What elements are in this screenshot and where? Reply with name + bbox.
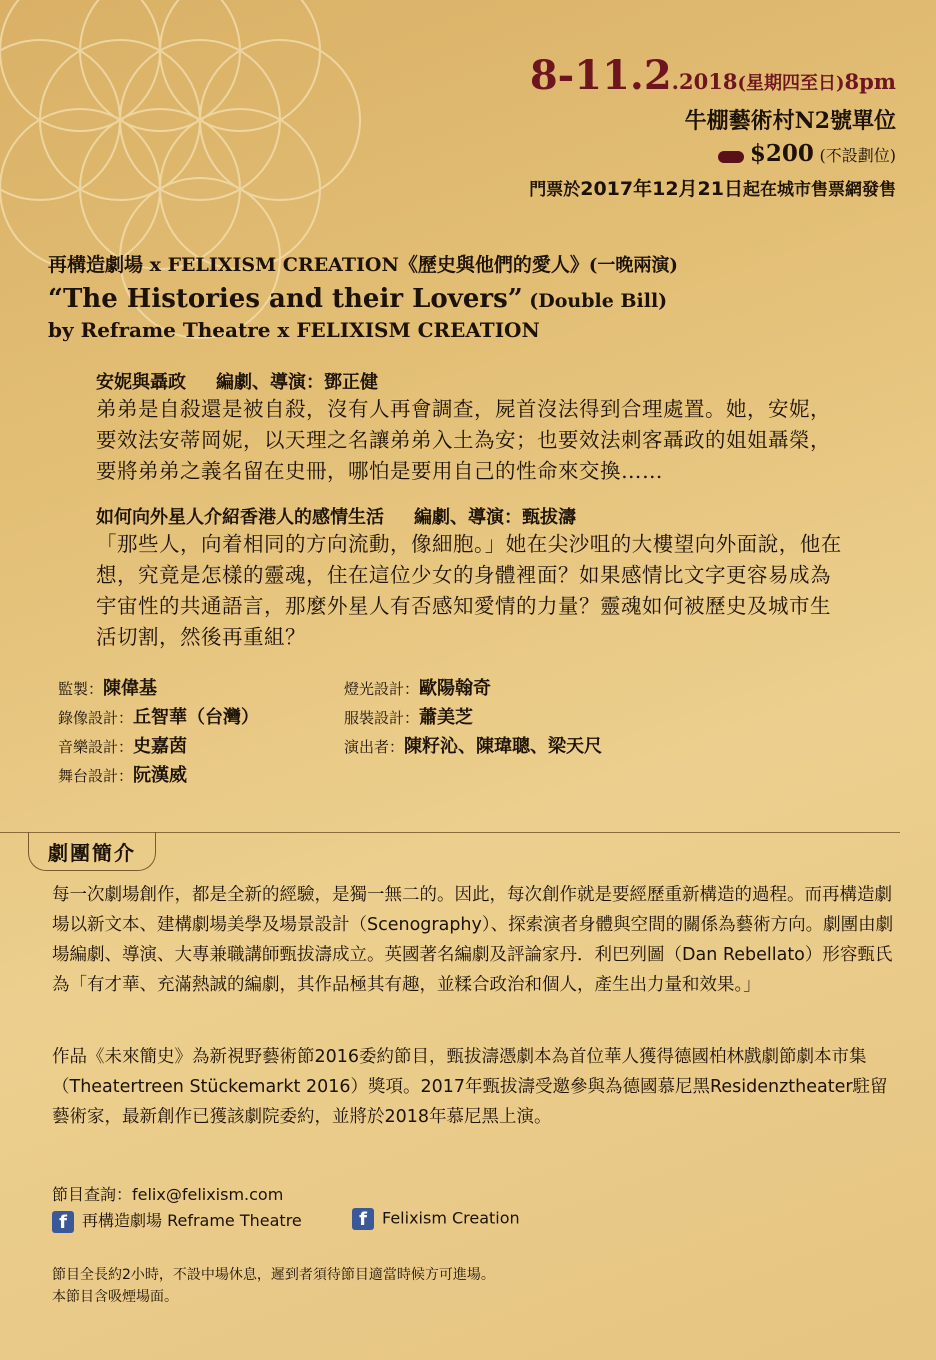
- title-note-en: (Double Bill): [522, 290, 668, 312]
- enquiry-contact: 節目查詢：felix@felixism.com: [52, 1185, 284, 1204]
- date-range: 8-11.2: [529, 52, 672, 99]
- credit-label: 演出者：: [344, 738, 405, 756]
- title-work-zh: 《歷史與他們的愛人》: [398, 254, 589, 276]
- facebook-icon: f: [352, 1208, 374, 1230]
- credit-costume-design: [344, 703, 473, 729]
- venue: 牛棚藝術村N2號單位: [684, 108, 896, 134]
- company-intro-paragraph-1: 每一次劇場創作，都是全新的經驗，是獨一無二的。因此，每次創作就是要經歷重新構造的過程。而再構造劇場以新文本、建構劇場美學及場景設計（Scenography）、探索演者身體與空間的關係為藝術方向。劇團由劇場編劇、導演、大專兼職講師甄拔濤成立。英國著名編劇及評論家丹．利巴列圖（Dan Rebellato）形容甄氏為「有才華、充滿熱誠的編劇，其作品極其有趣，並糅合政治和個人，產生出力量和效果。」: [52, 885, 894, 995]
- credit-value: 歐陽翰奇: [419, 678, 492, 699]
- credit-value: 丘智華（台灣）: [133, 707, 260, 728]
- credit-label: 舞台設計：: [58, 767, 134, 785]
- facebook-link-reframe[interactable]: [52, 1208, 302, 1233]
- credit-performers: [344, 732, 602, 758]
- credit-value: 阮漢威: [133, 765, 188, 786]
- date-days: (星期四至日): [737, 73, 845, 94]
- credit-producer: [58, 674, 157, 700]
- play-2-credit: 編劇、導演：甄拔濤: [414, 507, 576, 528]
- ticket-sale-prefix: 門票於: [529, 180, 581, 200]
- title-note-zh: (一晚兩演): [588, 255, 678, 276]
- performance-date: [530, 52, 896, 99]
- smoking-note: 本節目含吸煙場面。: [52, 1289, 178, 1305]
- credit-value: 陳籽沁、陳瑋聰、梁天尺: [404, 736, 603, 757]
- credit-label: 服裝設計：: [344, 709, 420, 727]
- credit-value: 蕭美芝: [419, 707, 474, 728]
- play-1-synopsis: 弟弟是自殺還是被自殺，沒有人再會調查，屍首沒法得到合理處置。她，安妮，要效法安蒂岡妮，以天理之名讓弟弟入土為安；也要效法刺客聶政的姐姐聶榮，要將弟弟之義名留在史冊，哪怕是要用自己的性命來交換……: [96, 397, 831, 483]
- credit-label: 錄像設計：: [58, 709, 134, 727]
- ticket-sale-info: [529, 174, 896, 201]
- credit-label: 燈光設計：: [344, 680, 420, 698]
- credit-set-design: [58, 761, 187, 787]
- title-company: 再構造劇場 x: [48, 254, 168, 276]
- play-1-heading: [96, 368, 378, 394]
- facebook-page-name: 再構造劇場 Reframe Theatre: [82, 1211, 302, 1230]
- title-work-en: “The Histories and their Lovers”: [48, 284, 523, 314]
- play-1-title: 安妮與聶政: [96, 372, 186, 393]
- english-title: [48, 284, 667, 314]
- chinese-title: [48, 250, 678, 277]
- ticket-icon: [718, 151, 744, 163]
- title-company-en: FELIXISM CREATION: [167, 254, 399, 276]
- credit-music-design: [58, 732, 187, 758]
- facebook-link-felixism[interactable]: [352, 1208, 520, 1230]
- ticket-sale-date: 2017年12月21日: [580, 178, 743, 200]
- company-intro-heading: 劇團簡介: [28, 832, 156, 871]
- date-year: .2018: [671, 69, 738, 94]
- play-1-credit: 編劇、導演：鄧正健: [216, 372, 378, 393]
- price-line: [718, 140, 896, 167]
- facebook-page-name: Felixism Creation: [382, 1208, 520, 1228]
- facebook-icon: f: [52, 1211, 74, 1233]
- price-note: (不設劃位): [819, 146, 896, 165]
- play-2-heading: [96, 503, 576, 529]
- credit-value: 陳偉基: [103, 678, 158, 699]
- credit-video-design: [58, 703, 259, 729]
- credit-label: 監製：: [58, 680, 104, 698]
- credit-lighting-design: [344, 674, 491, 700]
- duration-note: 節目全長約2小時，不設中場休息，遲到者須待節目適當時候方可進場。: [52, 1267, 495, 1283]
- play-2-title: 如何向外星人介紹香港人的感情生活: [96, 507, 384, 528]
- credit-label: 音樂設計：: [58, 738, 134, 756]
- credit-value: 史嘉茵: [133, 736, 188, 757]
- company-intro-paragraph-2: 作品《未來簡史》為新視野藝術節2016委約節目，甄拔濤憑劇本為首位華人獲得德國柏林戲劇節劇本市集（Theatertreen Stückemarkt 2016）獎項。2017年甄拔濤受邀參與為德國慕尼黑Residenztheater駐留藝術家，最新創作已獲該劇院委約，並將於2018年慕尼黑上演。: [52, 1047, 888, 1127]
- play-2-synopsis: 「那些人，向着相同的方向流動，像細胞。」她在尖沙咀的大樓望向外面說，他在想，究竟是怎樣的靈魂，住在這位少女的身體裡面？如果感情比文字更容易成為宇宙性的共通語言，那麼外星人有否感知愛情的力量？靈魂如何被歷史及城市生活切割，然後再重組？: [96, 532, 842, 649]
- ticket-price: $200: [749, 140, 814, 167]
- by-line: by Reframe Theatre x FELIXISM CREATION: [48, 318, 540, 342]
- show-time: 8pm: [844, 69, 896, 94]
- ticket-sale-suffix: 起在城市售票網發售: [743, 180, 896, 200]
